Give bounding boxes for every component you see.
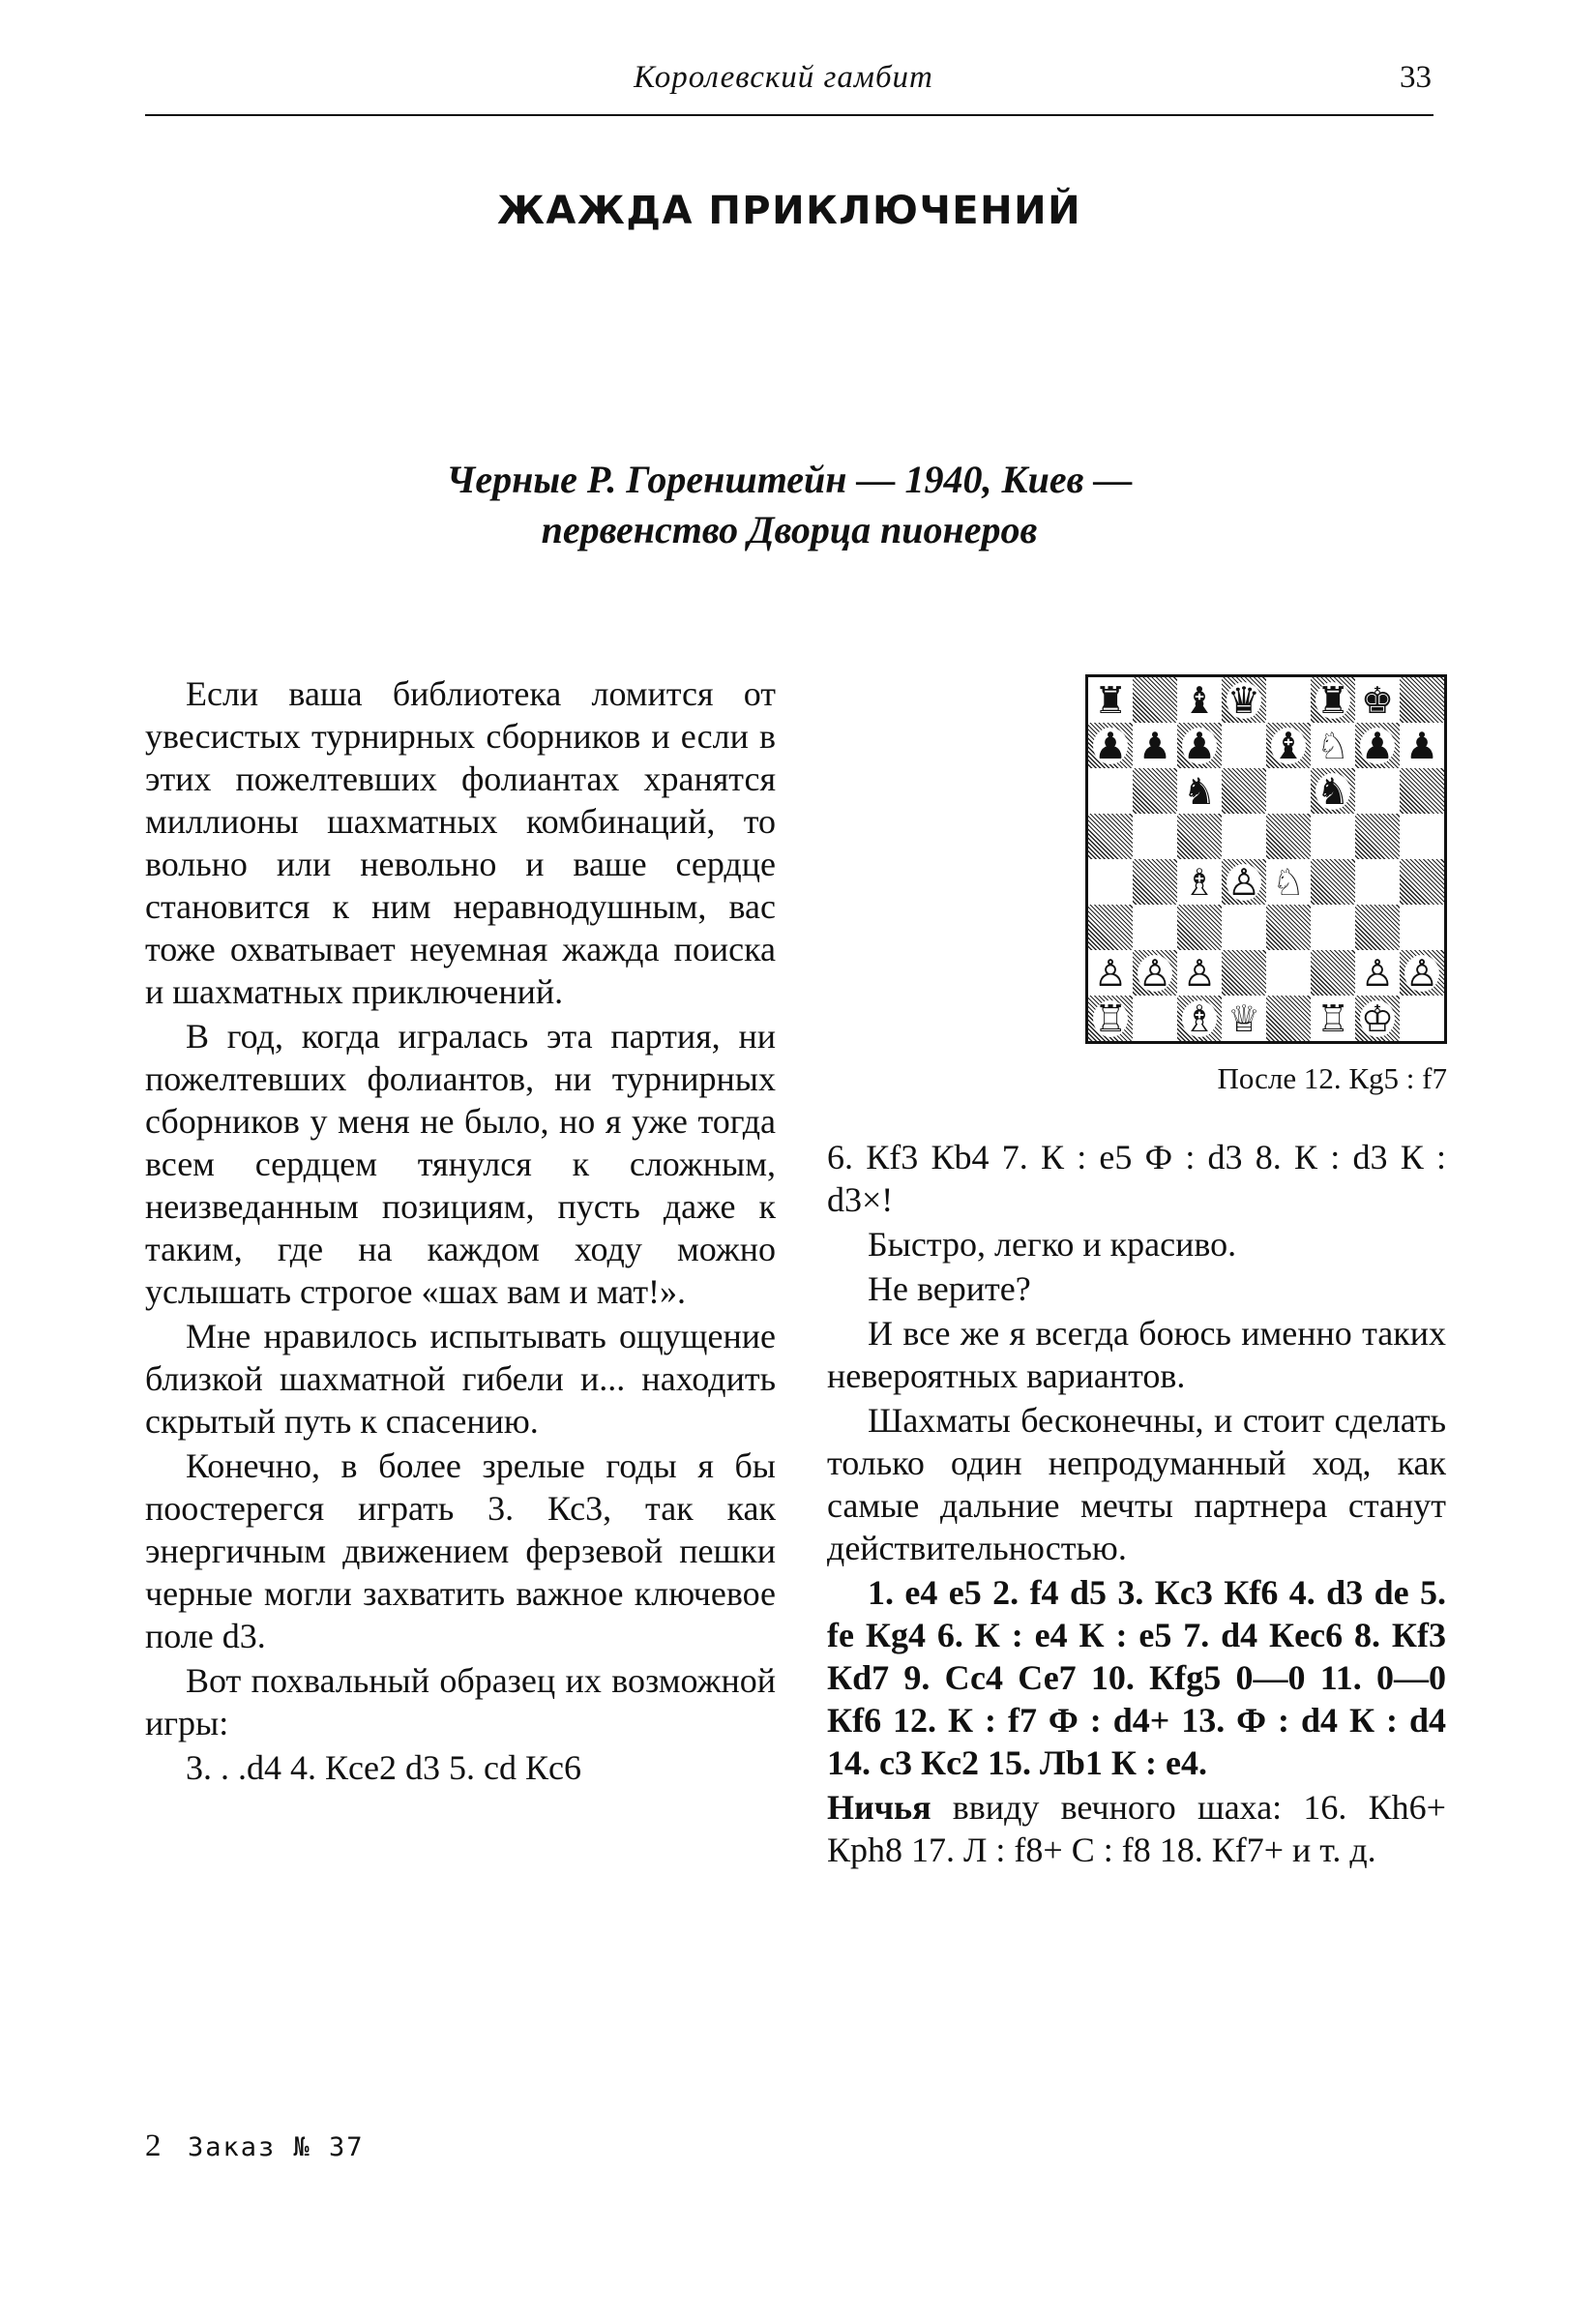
square-b2 (1133, 950, 1177, 996)
chess-piece: ♚ (1360, 678, 1395, 722)
chess-piece: ♙ (1360, 951, 1395, 995)
header-rule (145, 114, 1433, 116)
square-h3 (1400, 905, 1444, 950)
square-g1 (1355, 996, 1400, 1041)
square-d8 (1222, 677, 1266, 723)
square-b6 (1133, 768, 1177, 814)
square-d5 (1222, 814, 1266, 859)
chess-piece: ♟ (1138, 724, 1172, 767)
square-c5 (1177, 814, 1222, 859)
square-e7 (1266, 723, 1311, 768)
square-h1 (1400, 996, 1444, 1041)
square-e3 (1266, 905, 1311, 950)
square-g7 (1355, 723, 1400, 768)
paragraph: Не верите? (868, 1269, 1031, 1308)
square-d7 (1222, 723, 1266, 768)
square-h2 (1400, 950, 1444, 996)
square-e4 (1266, 859, 1311, 905)
square-b8 (1133, 677, 1177, 723)
subtitle-line-2: первенство Дворца пионеров (541, 508, 1038, 551)
square-f5 (1311, 814, 1355, 859)
square-g6 (1355, 768, 1400, 814)
chess-board (1085, 674, 1447, 1044)
square-h8 (1400, 677, 1444, 723)
square-b4 (1133, 859, 1177, 905)
chess-piece: ♖ (1315, 997, 1350, 1040)
chess-piece: ♙ (1227, 860, 1261, 904)
chess-piece: ♞ (1182, 769, 1217, 813)
square-b5 (1133, 814, 1177, 859)
chess-piece: ♘ (1315, 724, 1350, 767)
square-g4 (1355, 859, 1400, 905)
chess-piece: ♛ (1227, 678, 1261, 722)
chess-piece: ♗ (1182, 860, 1217, 904)
square-c1 (1177, 996, 1222, 1041)
square-g8 (1355, 677, 1400, 723)
square-g2 (1355, 950, 1400, 996)
chess-piece: ♙ (1404, 951, 1439, 995)
game-moves: 1. e4 e5 2. f4 d5 3. Кc3 Кf6 4. d3 de 5. fe Кg4 6. К : e4 К : e5 7. d4 Кec6 8. Кf3 Кd7 9. Сс4 Се7 10. Кfg5 0—0 11. 0—0 Кf6 12. К : f7 Ф : d4+ 13. Ф : d4 К : d4 14. c3 Кc2 15. Лb1 К : e4. (827, 1573, 1446, 1782)
running-title: Королевский гамбит (634, 60, 933, 95)
left-column (145, 672, 776, 1791)
order-number: Заказ № 37 (188, 2132, 365, 2162)
move-continuation: 6. Кf3 Кb4 7. К : e5 Ф : d3 8. К : d3 К : d3×! (827, 1138, 1446, 1219)
chess-piece: ♕ (1227, 997, 1261, 1040)
square-g5 (1355, 814, 1400, 859)
chess-piece: ♗ (1182, 997, 1217, 1040)
square-c7 (1177, 723, 1222, 768)
chess-piece: ♙ (1093, 951, 1128, 995)
square-b3 (1133, 905, 1177, 950)
result-text: ввиду вечного шаха: 16. Кh6+ Крh8 17. Л : f8+ С : f8 18. Кf7+ и т. д. (827, 1788, 1446, 1869)
paragraph: Вот похвальный образец их возможной игры: (145, 1661, 776, 1742)
chess-piece: ♝ (1271, 724, 1306, 767)
page-number: 33 (1400, 60, 1432, 95)
square-d3 (1222, 905, 1266, 950)
chess-diagram (1085, 674, 1447, 1044)
chess-piece: ♟ (1360, 724, 1395, 767)
chess-piece: ♔ (1360, 997, 1395, 1040)
paragraph: Мне нравилось испытывать ощущение близкой шахматной гибели и... находить скрытый путь к спасению. (145, 1317, 776, 1441)
paragraph: И все же я всегда боюсь именно таких невероятных вариантов. (827, 1314, 1446, 1395)
square-d6 (1222, 768, 1266, 814)
chess-piece: ♜ (1315, 678, 1350, 722)
page-footer (145, 2128, 725, 2164)
signature-number: 2 (145, 2128, 162, 2163)
square-e6 (1266, 768, 1311, 814)
square-g3 (1355, 905, 1400, 950)
square-a1 (1088, 996, 1133, 1041)
square-b1 (1133, 996, 1177, 1041)
square-d2 (1222, 950, 1266, 996)
paragraph: Шахматы бесконечны, и стоит сделать только один непродуманный ход, как самые дальние мечты партнера станут действительностью. (827, 1401, 1446, 1567)
square-c6 (1177, 768, 1222, 814)
square-a7 (1088, 723, 1133, 768)
square-e5 (1266, 814, 1311, 859)
square-c8 (1177, 677, 1222, 723)
result-word: Ничья (827, 1788, 931, 1827)
chess-piece: ♟ (1404, 724, 1439, 767)
chess-piece: ♝ (1182, 678, 1217, 722)
square-h6 (1400, 768, 1444, 814)
chess-piece: ♜ (1093, 678, 1128, 722)
square-d4 (1222, 859, 1266, 905)
square-f4 (1311, 859, 1355, 905)
square-h5 (1400, 814, 1444, 859)
chess-piece: ♘ (1271, 860, 1306, 904)
square-e1 (1266, 996, 1311, 1041)
square-b7 (1133, 723, 1177, 768)
square-a2 (1088, 950, 1133, 996)
square-a6 (1088, 768, 1133, 814)
square-f2 (1311, 950, 1355, 996)
right-column (827, 1136, 1446, 1873)
chess-piece: ♖ (1093, 997, 1128, 1040)
square-f8 (1311, 677, 1355, 723)
game-subtitle (145, 455, 1433, 555)
square-f7 (1311, 723, 1355, 768)
diagram-caption: После 12. Кg5 : f7 (1217, 1061, 1447, 1095)
paragraph: В год, когда игралась эта партия, ни пожелтевших фолиантов, ни турнирных сборников у меня не было, но я уже тогда всем сердцем тянулся к сложным, неизведанным позициям, пусть даже к таким, где на каждом ходу можно услышать строгое «шах вам и мат!». (145, 1017, 776, 1311)
square-a3 (1088, 905, 1133, 950)
square-c3 (1177, 905, 1222, 950)
square-c2 (1177, 950, 1222, 996)
square-f6 (1311, 768, 1355, 814)
chess-piece: ♟ (1182, 724, 1217, 767)
game-result (827, 1786, 1446, 1871)
paragraph: Если ваша библиотека ломится от увесистых турнирных сборников и если в этих пожелтевших фолиантах хранятся миллионы шахматных комбинаций, то вольно или невольно и ваше сердце становится к ним неравнодушным, вас тоже охватывает неуемная жажда поиска и шахматных приключений. (145, 674, 776, 1011)
chess-piece: ♙ (1182, 951, 1217, 995)
square-e2 (1266, 950, 1311, 996)
chess-piece: ♞ (1315, 769, 1350, 813)
square-e8 (1266, 677, 1311, 723)
paragraph: 3. . .d4 4. Кce2 d3 5. cd Кc6 (186, 1748, 581, 1787)
square-a5 (1088, 814, 1133, 859)
square-c4 (1177, 859, 1222, 905)
square-a4 (1088, 859, 1133, 905)
square-h7 (1400, 723, 1444, 768)
square-f1 (1311, 996, 1355, 1041)
square-h4 (1400, 859, 1444, 905)
chapter-title: ЖАЖДА ПРИКЛЮЧЕНИЙ (496, 189, 1082, 233)
square-a8 (1088, 677, 1133, 723)
subtitle-line-1: Черные Р. Горенштейн — 1940, Киев — (446, 458, 1133, 501)
square-f3 (1311, 905, 1355, 950)
chess-piece: ♙ (1138, 951, 1172, 995)
paragraph: Быстро, легко и красиво. (868, 1225, 1237, 1264)
paragraph: Конечно, в более зрелые годы я бы поостерегся играть 3. Кс3, так как энергичным движением ферзевой пешки черные могли захватить важное ключевое поле d3. (145, 1446, 776, 1655)
square-d1 (1222, 996, 1266, 1041)
chess-piece: ♟ (1093, 724, 1128, 767)
